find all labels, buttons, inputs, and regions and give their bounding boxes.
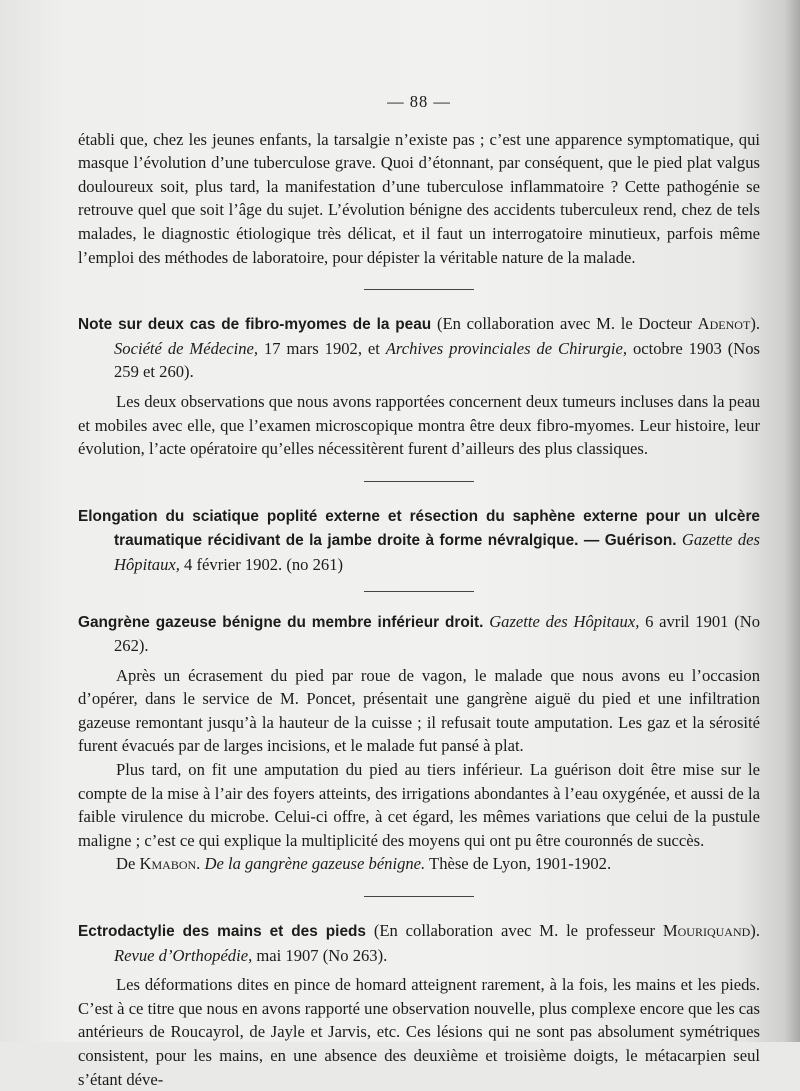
section-ectrodactylie — [78, 919, 760, 1091]
section-heading: Elongation du sciatique poplité externe et résection du saphène externe pour un ulcère traumatique récidivant de la jambe droite à forme névralgique. — Guérison. Gazette des Hôpitaux, 4 février 1902. (no 261) — [78, 507, 760, 574]
collaborator-name: Adenot — [697, 314, 751, 334]
journal-name: Gazette des Hôpitaux, — [114, 530, 760, 574]
thesis-title: De la gangrène gazeuse bénigne. — [200, 854, 426, 874]
section-divider — [364, 481, 474, 482]
section-heading: Ectrodactylie des mains et des pieds (En collaboration avec M. le professeur Mouriquand). Revue d’Orthopédie, mai 1907 (No 263). — [78, 921, 760, 965]
section-divider — [364, 896, 474, 897]
section-divider — [364, 289, 474, 290]
section-body: Plus tard, on fit une amputation du pied au tiers inférieur. La guérison doit être mise sur le compte de la mise à l’air des foyers atteints, des irrigations abondantes à l’eau oxygénée, et aussi de la faible virulence du microbe. Celui-ci offre, à cet égard, les mêmes variations que celui de la pustule maligne ; c’est ce qui explique la multiplicité des moyens qui ont pu être couronnés de succès. — [78, 760, 760, 850]
reference-line: De Kmabon. De la gangrène gazeuse bénigne. Thèse de Lyon, 1901-1902. — [116, 854, 612, 874]
section-title: Gangrène gazeuse bénigne du membre inférieur droit. — [78, 613, 484, 631]
section-title: Note sur deux cas de fibro-myomes de la peau — [78, 316, 432, 334]
section-gangrene — [78, 610, 760, 877]
journal-name: Archives provinciales de Chirurgie, — [385, 338, 628, 358]
journal-name: Revue d’Orthopédie, — [114, 945, 253, 965]
journal-name: Gazette des Hôpitaux, — [483, 611, 640, 631]
page-content — [78, 90, 760, 1091]
section-heading: Gangrène gazeuse bénigne du membre inférieur droit. Gazette des Hôpitaux, 6 avril 1901 (No 262). — [78, 611, 760, 656]
page-number: — 88 — — [387, 92, 451, 111]
section-divider — [364, 591, 474, 592]
section-heading: Note sur deux cas de fibro-myomes de la peau (En collaboration avec M. le Docteur Adenot). Société de Médecine, 17 mars 1902, et Archives provinciales de Chirurgie, octobre 1903 (Nos 259 et 260). — [78, 314, 761, 382]
section-body: Après un écrasement du pied par roue de vagon, le malade que nous avons eu l’occasion d’opérer, dans le service de M. Poncet, présentait une gangrène aiguë du pied et une infiltration gazeuse remontant jusqu’à la hauteur de la cuisse ; il refusait toute amputation. Les gaz et la sérosité furent évacués par de larges incisions, et le malade fut pansé à plat. — [78, 665, 760, 756]
section-body: Les déformations dites en pince de homard atteignent rarement, à la fois, les mains et les pieds. C’est à ce titre que nous en avons rapporté une observation nouvelle, plus complexe encore que les cas antérieurs de Roucayrol, de Jayle et Jarvis, etc. Ces lésions qui ne sont pas absolument symétriques consistent, pour les mains, en une absence des deuxième et troisième doigts, le métacarpien seul s’étant déve- — [78, 975, 760, 1089]
collaborator-name: Mouriquand — [662, 921, 751, 941]
section-title: Ectrodactylie des mains et des pieds — [78, 923, 366, 941]
journal-name: Société de Médecine, — [114, 338, 259, 358]
section-title: Elongation du sciatique poplité externe et résection du saphène externe pour un ulcère traumatique récidivant de la jambe droite à forme névralgique. — Guérison. — [78, 507, 760, 550]
author-name: Kmabon — [139, 854, 197, 874]
intro-paragraph: établi que, chez les jeunes enfants, la tarsalgie n’existe pas ; c’est une apparence symptomatique, qui masque l’évolution d’une tuberculose grave. Quoi d’étonnant, par conséquent, que le pied plat valgus douloureux soit, plus tard, la manifestation d’une tuberculose inflammatoire ? Cette pathogénie se retrouve quel que soit l’âge du sujet. L’évolution bénigne des accidents tuberculeux rend, chez de tels malades, le diagnostic étiologique très délicat, et il faut un interrogatoire minutieux, parfois même l’emploi des méthodes de laboratoire, pour dépister la véritable nature de la malade. — [78, 129, 760, 267]
section-fibromyomes — [78, 312, 760, 461]
section-body: Les deux observations que nous avons rapportées concernent deux tumeurs incluses dans la peau et mobiles avec elle, que l’examen microscopique montra être deux fibro-myomes. Leur histoire, leur évolution, l’acte opératoire qu’elles nécessitèrent furent d’ailleurs des plus classiques. — [78, 391, 760, 459]
section-elongation — [78, 504, 760, 577]
